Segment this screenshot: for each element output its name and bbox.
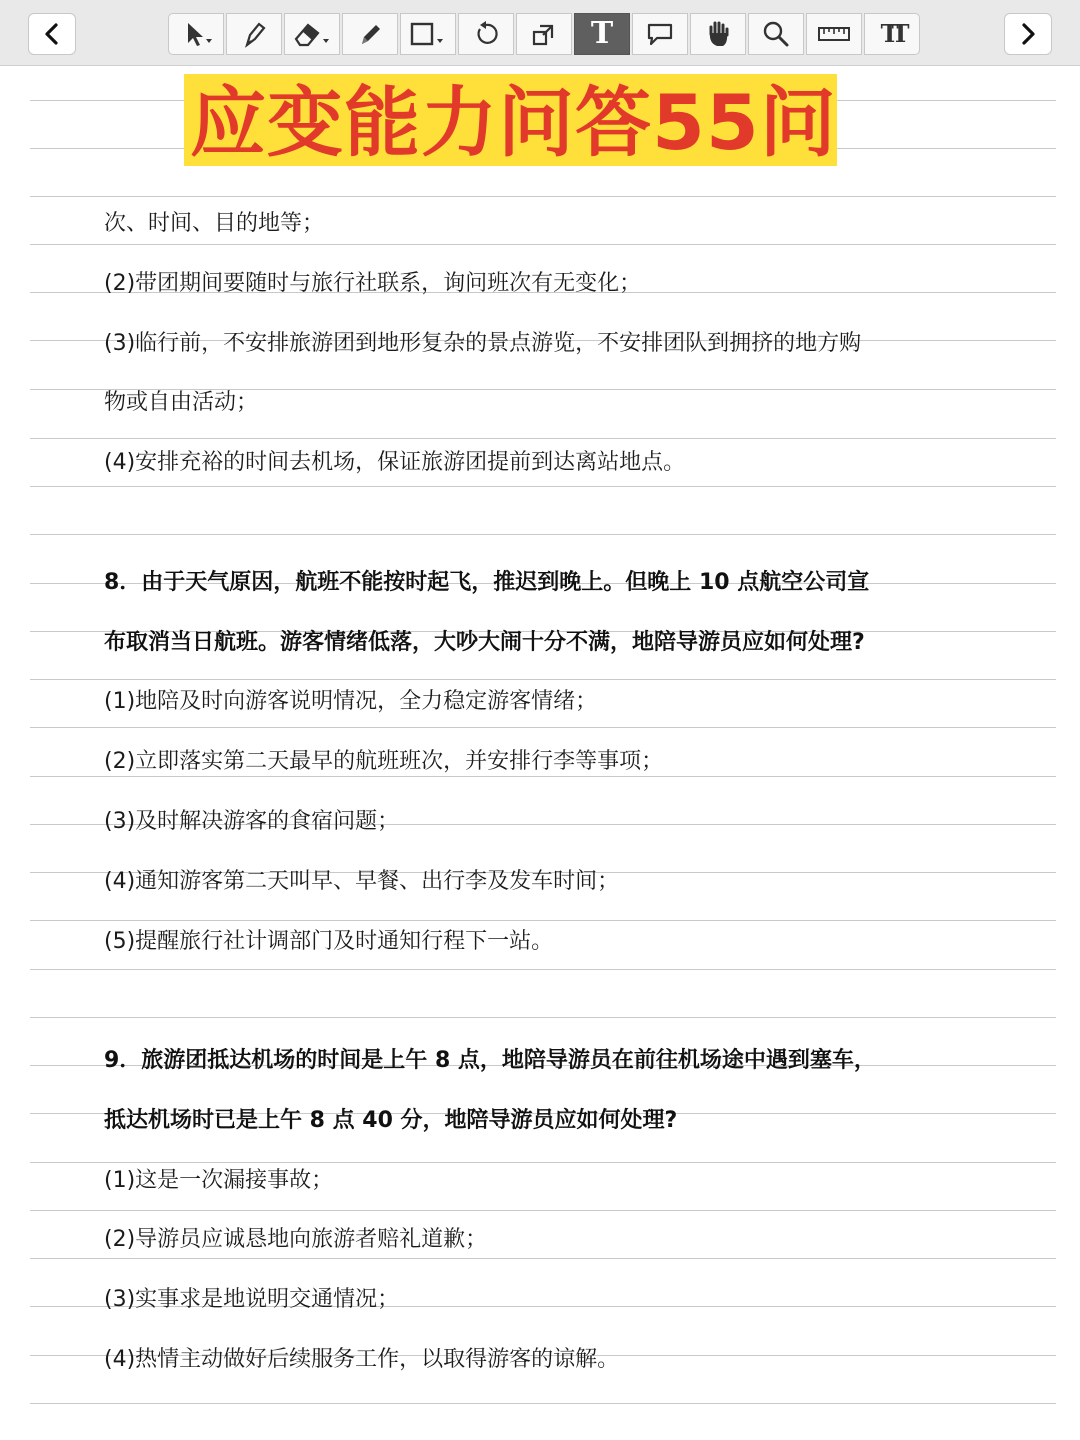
pen-icon xyxy=(239,19,269,49)
select-tool-button[interactable] xyxy=(168,13,224,55)
search-icon xyxy=(761,19,791,49)
comment-icon xyxy=(643,19,677,49)
resize-icon xyxy=(529,19,559,49)
rule-line xyxy=(30,679,1056,680)
text-line: (4)安排充裕的时间去机场，保证旅游团提前到达离站地点。 xyxy=(104,450,686,475)
back-button[interactable] xyxy=(28,13,76,55)
question-line: 布取消当日航班。游客情绪低落，大吵大闹十分不满，地陪导游员应如何处理? xyxy=(104,630,865,655)
rule-line xyxy=(30,969,1056,970)
rule-line xyxy=(30,244,1056,245)
rule-line xyxy=(30,486,1056,487)
question-line: 8．由于天气原因，航班不能按时起飞，推迟到晚上。但晚上 10 点航空公司宣 xyxy=(104,570,870,595)
forward-button[interactable] xyxy=(1004,13,1052,55)
text-size-tool-button[interactable] xyxy=(864,13,920,55)
text-line: (1)这是一次漏接事故； xyxy=(104,1168,334,1193)
text-size-icon: TT xyxy=(880,19,904,48)
comment-tool-button[interactable] xyxy=(632,13,688,55)
rule-line xyxy=(30,727,1056,728)
text-line: (3)临行前，不安排旅游团到地形复杂的景点游览，不安排团队到拥挤的地方购 xyxy=(104,331,862,356)
toolbar xyxy=(0,0,1080,66)
pencil-tool-button[interactable] xyxy=(342,13,398,55)
rule-line xyxy=(30,438,1056,439)
eraser-tool-button[interactable] xyxy=(284,13,340,55)
rule-line xyxy=(30,196,1056,197)
chevron-left-icon xyxy=(42,22,62,46)
text-line: (3)及时解决游客的食宿问题； xyxy=(104,809,400,834)
text-line: (2)立即落实第二天最早的航班班次，并安排行李等事项； xyxy=(104,749,664,774)
annotation-tools xyxy=(168,13,922,55)
lasso-rotate-icon xyxy=(471,19,501,49)
rule-line xyxy=(30,1210,1056,1211)
rectangle-shape-icon xyxy=(406,19,450,49)
search-tool-button[interactable] xyxy=(748,13,804,55)
eraser-icon xyxy=(290,19,334,49)
text-line: 次、时间、目的地等； xyxy=(104,211,325,236)
text-line: (4)通知游客第二天叫早、早餐、出行李及发车时间； xyxy=(104,869,620,894)
text-line: (3)实事求是地说明交通情况； xyxy=(104,1287,400,1312)
text-icon: T xyxy=(590,16,614,51)
rule-line xyxy=(30,1403,1056,1404)
text-line: (2)导游员应诚恳地向旅游者赔礼道歉； xyxy=(104,1227,488,1252)
lasso-tool-button[interactable] xyxy=(458,13,514,55)
text-line: 物或自由活动； xyxy=(104,390,259,415)
resize-tool-button[interactable] xyxy=(516,13,572,55)
page-title: 应变能力问答55问 xyxy=(190,78,837,167)
ruler-tool-button[interactable] xyxy=(806,13,862,55)
text-line: (5)提醒旅行社计调部门及时通知行程下一站。 xyxy=(104,929,554,954)
pencil-icon xyxy=(355,19,385,49)
hand-icon xyxy=(703,19,733,49)
shape-tool-button[interactable] xyxy=(400,13,456,55)
text-tool-button[interactable] xyxy=(574,13,630,55)
rule-line xyxy=(30,534,1056,535)
rule-line xyxy=(30,920,1056,921)
select-arrow-icon xyxy=(176,19,216,49)
ruler-icon xyxy=(816,19,852,49)
text-line: (1)地陪及时向游客说明情况，全力稳定游客情绪； xyxy=(104,689,598,714)
hand-tool-button[interactable] xyxy=(690,13,746,55)
rule-line xyxy=(30,1017,1056,1018)
question-line: 9．旅游团抵达机场的时间是上午 8 点，地陪导游员在前往机场途中遇到塞车， xyxy=(104,1048,876,1073)
question-line: 抵达机场时已是上午 8 点 40 分，地陪导游员应如何处理? xyxy=(104,1108,678,1133)
text-line: (2)带团期间要随时与旅行社联系，询问班次有无变化； xyxy=(104,271,642,296)
chevron-right-icon xyxy=(1018,22,1038,46)
text-line: (4)热情主动做好后续服务工作，以取得游客的谅解。 xyxy=(104,1347,620,1372)
pen-tool-button[interactable] xyxy=(226,13,282,55)
